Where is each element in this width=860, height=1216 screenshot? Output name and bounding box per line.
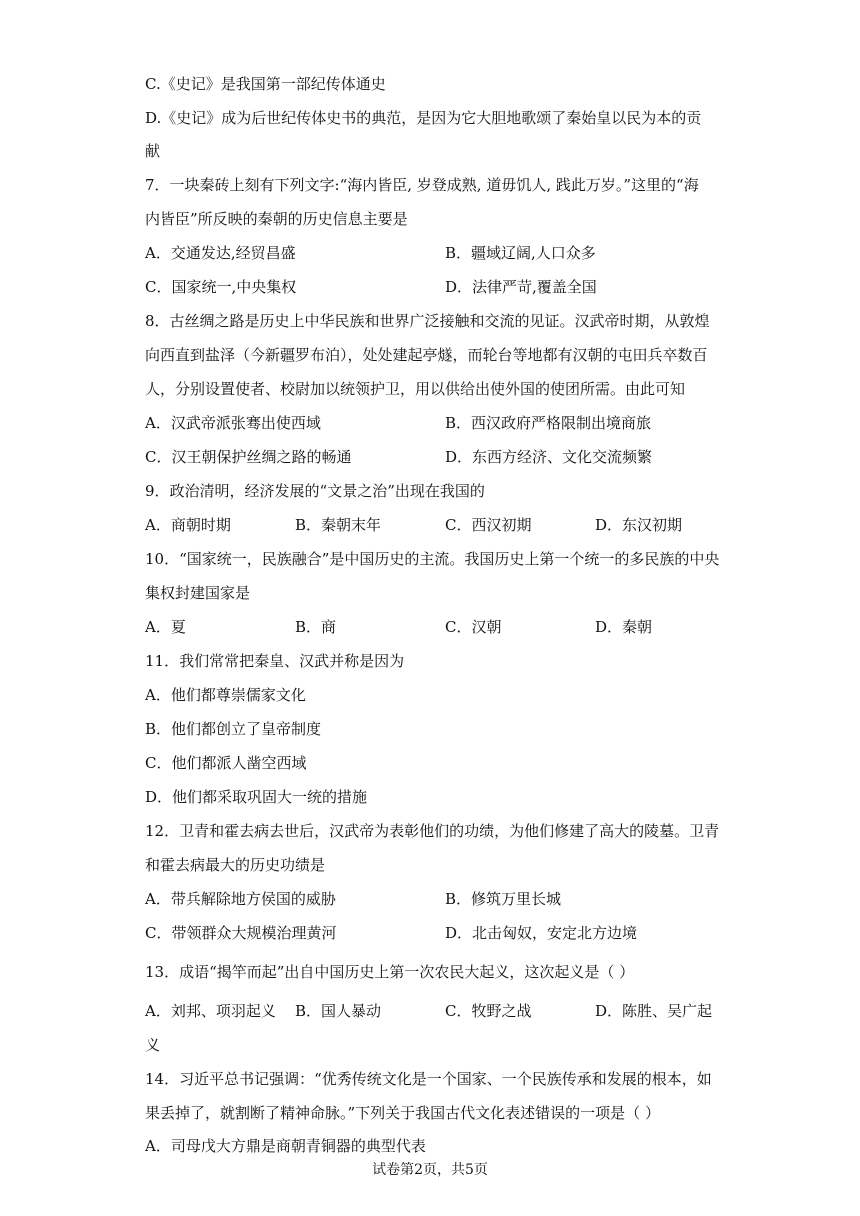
q12-options-row1 <box>145 889 725 909</box>
q10-stem-line2: 集权封建国家是 <box>145 584 251 602</box>
q9-stem-line1: 9．政治清明，经济发展的“文景之治”出现在我国的 <box>145 482 485 500</box>
q10-option-a: A．夏 <box>145 618 186 636</box>
q6-option-d-line2: 献 <box>145 142 161 160</box>
q11-option-b: B．他们都创立了皇帝制度 <box>145 720 322 738</box>
q8-option-d: D．东西方经济、文化交流频繁 <box>445 448 653 466</box>
q8-option-c: C．汉王朝保护丝绸之路的畅通 <box>145 448 352 466</box>
q7-options-row2 <box>145 277 725 297</box>
q11-stem-line1: 11．我们常常把秦皇、汉武并称是因为 <box>145 652 405 670</box>
q9-option-d: D．东汉初期 <box>595 516 683 534</box>
q10-stem-line1: 10．“国家统一，民族融合”是中国历史的主流。我国历史上第一个统一的多民族的中央 <box>145 550 720 568</box>
q8-stem-line3: 人，分别设置使者、校尉加以统领护卫，用以供给出使外国的使团所需。由此可知 <box>145 380 686 398</box>
q12-options-row2 <box>145 923 725 943</box>
q10-option-c: C．汉朝 <box>445 618 502 636</box>
q12-stem-line1: 12．卫青和霍去病去世后，汉武帝为表彰他们的功绩，为他们修建了高大的陵墓。卫青 <box>145 822 720 840</box>
page-footer: 试卷第2页，共5页 <box>372 1162 488 1178</box>
q7-option-d: D．法律严苛,覆盖全国 <box>445 278 597 296</box>
q11-option-a: A．他们都尊崇儒家文化 <box>145 686 306 704</box>
q7-options-row1 <box>145 243 725 263</box>
q6-option-c: C.《史记》是我国第一部纪传体通史 <box>145 75 386 93</box>
q7-option-c: C．国家统一,中央集权 <box>145 278 297 296</box>
q10-options-row <box>145 617 725 637</box>
q13-option-d: D．陈胜、吴广起 <box>595 1002 713 1020</box>
q12-option-c: C．带领群众大规模治理黄河 <box>145 924 337 942</box>
q12-option-d: D．北击匈奴，安定北方边境 <box>445 924 638 942</box>
q8-options-row1 <box>145 413 725 433</box>
q14-stem-line1: 14．习近平总书记强调：“优秀传统文化是一个国家、一个民族传承和发展的根本，如 <box>145 1070 712 1088</box>
q7-option-a: A．交通发达,经贸昌盛 <box>145 244 296 262</box>
q12-stem-line2: 和霍去病最大的历史功绩是 <box>145 856 326 874</box>
q7-option-b: B．疆域辽阔,人口众多 <box>445 244 596 262</box>
q7-stem-line1: 7．一块秦砖上刻有下列文字:“海内皆臣, 岁登成熟, 道毋饥人, 践此万岁。”这里的“海 <box>145 176 699 194</box>
q14-option-a: A．司母戊大方鼎是商朝青铜器的典型代表 <box>145 1137 426 1155</box>
q11-option-c: C．他们都派人凿空西域 <box>145 754 307 772</box>
q7-stem-line2: 内皆臣”所反映的秦朝的历史信息主要是 <box>145 210 408 228</box>
q10-option-d: D．秦朝 <box>595 618 653 636</box>
q12-option-b: B．修筑万里长城 <box>445 890 562 908</box>
q13-option-b: B．国人暴动 <box>295 1002 382 1020</box>
q12-option-a: A．带兵解除地方侯国的威胁 <box>145 890 336 908</box>
q13-option-d-cont: 义 <box>145 1036 161 1054</box>
q8-option-a: A．汉武帝派张骞出使西域 <box>145 414 321 432</box>
q9-options-row <box>145 515 725 535</box>
q8-stem-line1: 8．古丝绸之路是历史上中华民族和世界广泛接触和交流的见证。汉武帝时期，从敦煌 <box>145 312 710 330</box>
q6-option-d-line1: D.《史记》成为后世纪传体史书的典范，是因为它大胆地歌颂了秦始皇以民为本的贡 <box>145 109 702 127</box>
q13-options-row <box>145 1001 725 1021</box>
q8-option-b: B．西汉政府严格限制出境商旅 <box>445 414 652 432</box>
q8-stem-line2: 向西直到盐泽（今新疆罗布泊），处处建起亭燧，而轮台等地都有汉朝的屯田兵卒数百 <box>145 346 708 364</box>
q8-options-row2 <box>145 447 725 467</box>
q10-option-b: B．商 <box>295 618 337 636</box>
q11-option-d: D．他们都采取巩固大一统的措施 <box>145 788 368 806</box>
q9-option-b: B．秦朝末年 <box>295 516 382 534</box>
q9-option-c: C．西汉初期 <box>445 516 532 534</box>
q14-stem-line2: 果丢掉了，就割断了精神命脉。”下列关于我国古代文化表述错误的一项是（ ） <box>145 1104 660 1122</box>
q13-option-c: C．牧野之战 <box>445 1002 532 1020</box>
q13-stem-line1: 13．成语“揭竿而起”出自中国历史上第一次农民大起义，这次起义是（ ） <box>145 963 635 981</box>
q9-option-a: A．商朝时期 <box>145 516 231 534</box>
q13-option-a: A．刘邦、项羽起义 <box>145 1002 276 1020</box>
